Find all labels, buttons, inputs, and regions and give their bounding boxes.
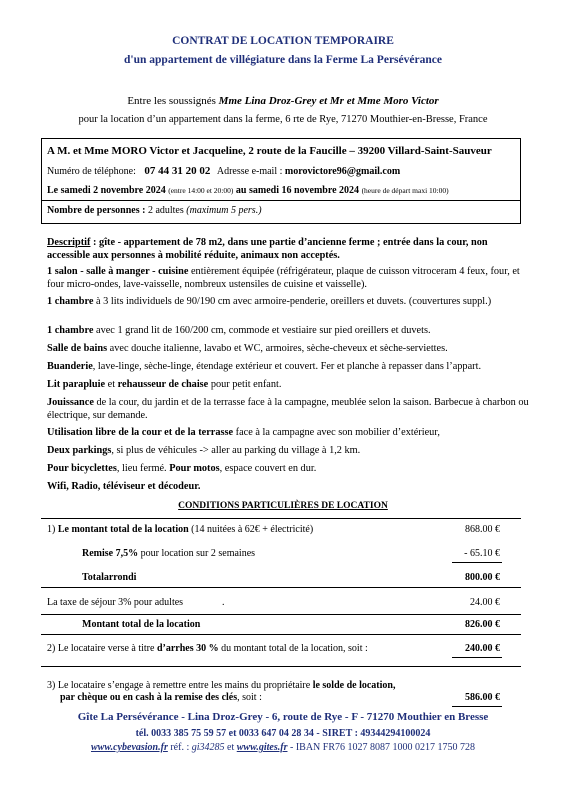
balance-underline: [452, 706, 502, 707]
grand-total-rule: [41, 634, 521, 635]
row-balance-line2: par chèque ou en cash à la remise des clés, soit :: [60, 692, 262, 703]
amount-grand-total: 826.00 €: [465, 619, 500, 630]
row-total-rent: 1) Le montant total de la location (14 nuitées à 62€ + électricité): [47, 524, 314, 535]
tenant-box-divider: [41, 200, 521, 201]
description-label: Descriptif: [47, 237, 91, 248]
desc-item-kitchen: 1 salon - salle à manger - cuisine entièrement équipée (réfrigérateur, plaque de cuisson vitroceram 4 feux, four, et four micro-ondes, lave-vaisselle, nombreux ustensiles de cuisine et vaisselle).: [47, 266, 520, 290]
intro-line2: pour la location d’un appartement dans la ferme, 6 rte de Rye, 71270 Mouthier-en-Bresse, France: [78, 114, 488, 125]
from-note: (entre 14:00 et 20:00): [168, 186, 234, 195]
desc-item-laundry: Buanderie, lave-linge, sèche-linge, étendage extérieur et couvert. Fer et planche à repasser dans l’appart.: [47, 361, 482, 372]
intro-names: Mme Lina Droz-Grey et Mr et Mme Moro Victor: [218, 95, 439, 107]
gites-link[interactable]: www.gites.fr: [236, 742, 288, 753]
conditions-top-rule: [41, 518, 521, 519]
cybevasion-link[interactable]: www.cybevasion.fr: [90, 742, 168, 753]
amount-discount: - 65.10 €: [464, 548, 500, 559]
intro-line1: [0, 95, 566, 107]
ref-value: gi34285: [191, 742, 225, 753]
footer-contact: tél. 0033 385 75 59 57 et 0033 647 04 28 34 - SIRET : 49344294100024: [135, 728, 431, 739]
description-paragraph: [47, 236, 533, 262]
contract-subtitle: d'un appartement de villégiature dans la Ferme La Persévérance: [124, 54, 442, 66]
persons-max: (maximum 5 pers.): [186, 205, 262, 216]
description-text: : gîte - appartement de 78 m2, dans une partie d’ancienne ferme ; entrée dans la cour, non accessible aux personnes à mobilité réduite, animaux non acceptés.: [47, 237, 488, 261]
desc-item-bedroom-2: 1 chambre avec 1 grand lit de 160/200 cm, commode et vestiaire sur pied oreillers et duvets.: [47, 325, 431, 336]
row-deposit: 2) Le locataire verse à titre d’arrhes 30 % du montant total de la location, soit :: [47, 643, 368, 654]
to-date: au samedi 16 novembre 2024: [235, 185, 360, 196]
rounded-total-rule: [41, 587, 521, 588]
persons-line: [47, 205, 262, 216]
discount-underline: [452, 562, 502, 563]
email-label: Adresse e-mail :: [216, 166, 283, 177]
persons-label: Nombre de personnes :: [47, 205, 146, 216]
tenant-address: A M. et Mme MORO Victor et Jacqueline, 2 route de la Faucille – 39200 Villard-Saint-Sauveur: [47, 145, 492, 157]
row-tourist-tax: La taxe de séjour 3% pour adultes: [47, 597, 184, 608]
row-rounded-total: Totalarrondi: [82, 572, 137, 583]
dates-line: [47, 185, 449, 196]
and-text: et: [224, 742, 237, 753]
row-discount: Remise 7,5% pour location sur 2 semaines: [82, 548, 256, 559]
desc-item-bathroom: Salle de bains avec douche italienne, lavabo et WC, armoires, sèche-cheveux et sèche-serviettes.: [47, 343, 448, 354]
intro-prefix: Entre les soussignés: [127, 95, 219, 107]
deposit-rule: [41, 666, 521, 667]
tourist-tax-rule: [41, 614, 521, 615]
footer-address: Gîte La Persévérance - Lina Droz-Grey - 6, route de Rye - F - 71270 Mouthier en Bresse: [77, 711, 489, 723]
desc-item-terrace: Utilisation libre de la cour et de la terrasse face à la campagne avec son mobilier d’extérieur,: [47, 427, 440, 438]
row-balance-line1: 3) Le locataire s’engage à remettre entre les mains du propriétaire le solde de location,: [47, 680, 396, 691]
ref-label: réf. :: [167, 742, 192, 753]
to-note: (heure de départ maxi 10:00): [361, 186, 449, 195]
tenant-contact-line: [47, 165, 400, 177]
footer-links: [0, 742, 566, 753]
persons-value: 2 adultes: [147, 205, 184, 216]
amount-rounded-total: 800.00 €: [465, 572, 500, 583]
desc-item-garden: Jouissance de la cour, du jardin et de la terrasse face à la campagne, meublée selon la saison. Barbecue à charbon ou électrique, sur demande.: [47, 397, 529, 421]
iban-text: - IBAN FR76 1027 8087 1000 0217 1750 728: [287, 742, 475, 753]
amount-deposit: 240.00 €: [465, 643, 500, 654]
desc-item-wifi: Wifi, Radio, téléviseur et décodeur.: [47, 481, 201, 492]
desc-item-bikes: Pour bicyclettes, lieu fermé. Pour motos, espace couvert en dur.: [47, 463, 317, 474]
desc-item-baby: Lit parapluie et rehausseur de chaise pour petit enfant.: [47, 379, 282, 390]
conditions-title: CONDITIONS PARTICULIÈRES DE LOCATION: [178, 501, 388, 511]
desc-item-parking: Deux parkings, si plus de véhicules -> aller au parking du village à 1,2 km.: [47, 445, 361, 456]
amount-total-rent: 868.00 €: [465, 524, 500, 535]
amount-tourist-tax: 24.00 €: [470, 597, 500, 608]
phone-label: Numéro de téléphone:: [47, 166, 136, 177]
contract-title: CONTRAT DE LOCATION TEMPORAIRE: [172, 35, 394, 47]
row-grand-total: Montant total de la location: [82, 619, 201, 630]
phone-value: 07 44 31 20 02: [144, 165, 211, 177]
desc-item-bedroom-1: 1 chambre à 3 lits individuels de 90/190 cm avec armoire-penderie, oreillers et duvets. (couvertures suppl.): [47, 296, 492, 307]
deposit-underline: [452, 657, 502, 658]
email-value: morovictore96@gmail.com: [284, 166, 401, 177]
tourist-tax-dot: .: [222, 597, 225, 608]
amount-balance: 586.00 €: [465, 692, 500, 703]
from-date: Le samedi 2 novembre 2024: [47, 185, 166, 196]
